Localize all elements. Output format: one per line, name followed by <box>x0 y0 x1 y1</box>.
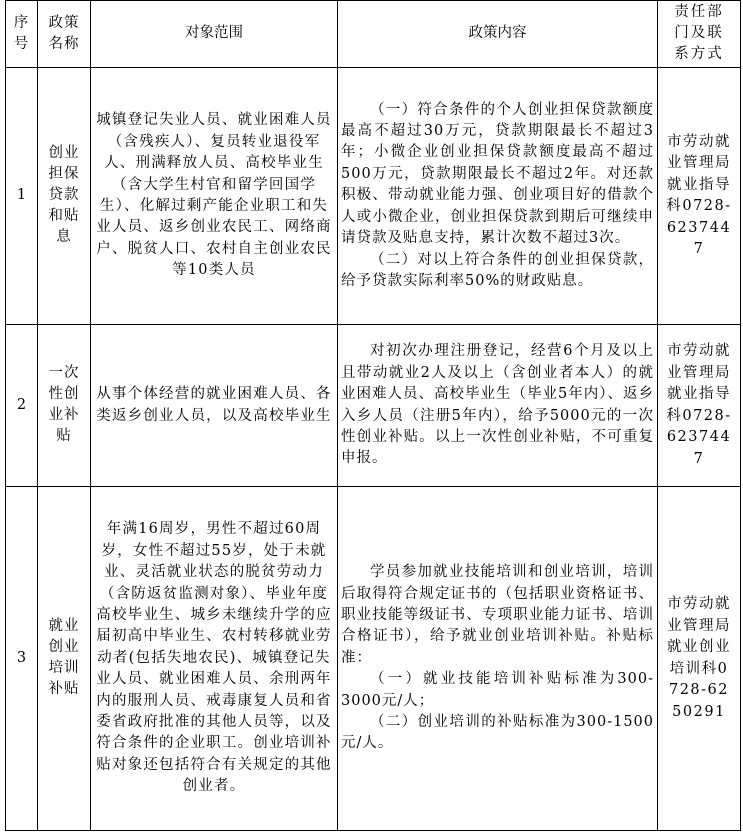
content-paragraph: （一）就业技能培训补贴标准为300-3000元/人； <box>341 671 654 709</box>
header-scope: 对象范围 <box>91 1 338 68</box>
cell-dept: 市劳动就业管理局就业创业培训科0728-6250291 <box>658 487 741 831</box>
cell-name: 创业担保贷款和贴息 <box>38 68 91 325</box>
header-dept: 责任部门及联系方式 <box>658 1 741 68</box>
cell-scope: 城镇登记失业人员、就业困难人员（含残疾人）、复员转业退役军人、刑满释放人员、高校毕业生（含大学生村官和留学回国学生）、化解过剩产能企业职工和失业人员、返乡创业农民工、网络商户、脱贫人口、农村自主创业农民等10类人员 <box>91 68 338 325</box>
table-row <box>6 68 741 325</box>
header-no: 序号 <box>6 1 38 68</box>
cell-name: 就业创业培训补贴 <box>38 487 91 831</box>
content-paragraph: （二）对以上符合条件的创业担保贷款，给予贷款实际利率50%的财政贴息。 <box>341 251 654 289</box>
content-paragraph: 对初次办理注册登记，经营6个月及以上且带动就业2人及以上（含创业者本人）的就业困难人员、高校毕业生（毕业5年内）、返乡入乡人员（注册5年内），给予5000元的一次性创业补贴。以上一次性创业补贴，不可重复申报。 <box>341 343 654 467</box>
content-paragraph: （一）符合条件的个人创业担保贷款额度最高不超过30万元，贷款期限最长不超过3年；小微企业创业担保贷款额度最高不超过500万元，贷款期限最长不超过2年。对还款积极、带动就业能力强、创业项目好的借款个人或小微企业，创业担保贷款到期后可继续申请贷款及贴息支持，累计次数不超过3次。 <box>341 101 654 247</box>
header-name: 政策名称 <box>38 1 91 68</box>
cell-no: 1 <box>6 68 38 325</box>
policy-table <box>5 0 741 831</box>
cell-scope: 年满16周岁，男性不超过60周岁，女性不超过55岁，处于未就业、灵活就业状态的脱贫劳动力（含防返贫监测对象）、毕业年度高校毕业生、城乡未继续升学的应届初高中毕业生、农村转移就业劳动者(包括失地农民)、城镇登记失业人员、就业困难人员、余刑两年内的服刑人员、戒毒康复人员和省委省政府批准的其他人员等，以及符合条件的企业职工。创业培训补贴对象还包括符合有关规定的其他创业者。 <box>91 487 338 831</box>
table-row <box>6 487 741 831</box>
cell-content <box>338 68 658 325</box>
content-paragraph: 学员参加就业技能培训和创业培训，培训后取得符合规定证书的（包括职业资格证书、职业技能等级证书、专项职业能力证书、培训合格证书），给予就业创业培训补贴。补贴标准： <box>341 564 654 666</box>
cell-dept: 市劳动就业管理局就业指导科0728-6237447 <box>658 68 741 325</box>
cell-no: 2 <box>6 325 38 487</box>
cell-content <box>338 325 658 487</box>
cell-no: 3 <box>6 487 38 831</box>
header-row <box>6 1 741 68</box>
content-paragraph: （二）创业培训的补贴标准为300-1500元/人。 <box>341 714 654 752</box>
table-row <box>6 325 741 487</box>
cell-content <box>338 487 658 831</box>
header-content: 政策内容 <box>338 1 658 68</box>
cell-dept: 市劳动就业管理局就业指导科0728-6237447 <box>658 325 741 487</box>
cell-scope: 从事个体经营的就业困难人员、各类返乡创业人员，以及高校毕业生 <box>91 325 338 487</box>
cell-name: 一次性创业补贴 <box>38 325 91 487</box>
